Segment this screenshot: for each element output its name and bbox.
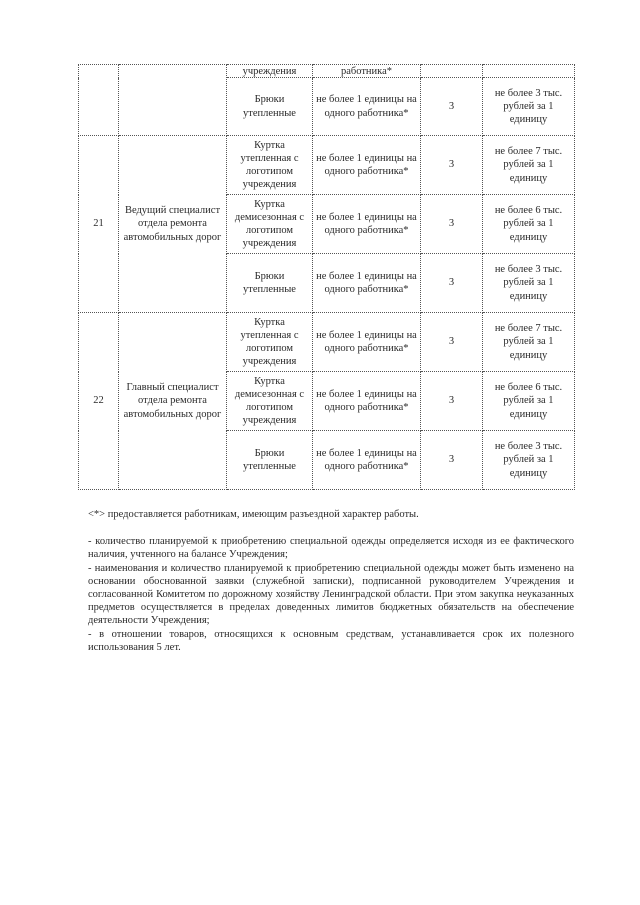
item-quantity-cell: не более 1 единицы на одного работника* [313,136,421,195]
wear-period-cell: 3 [421,195,483,254]
note-paragraph: - количество планируемой к приобретению специальной одежды определяется исходя из ее фактического наличия, учтенного на балансе Учреждения; [88,536,574,561]
price-cell: не более 6 тыс. рублей за 1 единицу [483,195,575,254]
item-name-cell: Брюки утепленные [227,254,313,313]
row-number-cell: 22 [79,313,119,490]
item-quantity-cell: не более 1 единицы на одного работника* [313,195,421,254]
notes-section [88,508,574,654]
wear-period-cell: 3 [421,254,483,313]
wear-period-cell: 3 [421,136,483,195]
item-name-cell: Брюки утепленные [227,431,313,490]
position-cell [119,65,227,136]
row-number-cell: 21 [79,136,119,313]
footnote: <*> предоставляется работникам, имеющим разъездной характер работы. [88,509,419,520]
price-cell: не более 3 тыс. рублей за 1 единицу [483,78,575,136]
price-cell: не более 6 тыс. рублей за 1 единицу [483,372,575,431]
price-cell: не более 3 тыс. рублей за 1 единицу [483,254,575,313]
price-cell [483,65,575,78]
item-name-cell: Куртка демисезонная с логотипом учреждения [227,372,313,431]
table-row [79,65,575,78]
item-name-cell: учреждения [227,65,313,78]
item-quantity-cell: не более 1 единицы на одного работника* [313,254,421,313]
price-cell: не более 3 тыс. рублей за 1 единицу [483,431,575,490]
item-name-cell: Куртка утепленная с логотипом учреждения [227,313,313,372]
wear-period-cell: 3 [421,313,483,372]
item-name-cell: Куртка демисезонная с логотипом учреждения [227,195,313,254]
table-row [79,313,575,372]
item-quantity-cell: работника* [313,65,421,78]
item-name-cell: Куртка утепленная с логотипом учреждения [227,136,313,195]
price-cell: не более 7 тыс. рублей за 1 единицу [483,313,575,372]
item-quantity-cell: не более 1 единицы на одного работника* [313,78,421,136]
position-cell: Главный специалист отдела ремонта автомобильных дорог [119,313,227,490]
position-cell: Ведущий специалист отдела ремонта автомобильных дорог [119,136,227,313]
wear-period-cell [421,65,483,78]
wear-period-cell: 3 [421,431,483,490]
row-number-cell [79,65,119,136]
item-name-cell: Брюки утепленные [227,78,313,136]
table-row [79,136,575,195]
price-cell: не более 7 тыс. рублей за 1 единицу [483,136,575,195]
item-quantity-cell: не более 1 единицы на одного работника* [313,313,421,372]
wear-period-cell: 3 [421,78,483,136]
note-paragraph: - наименования и количество планируемой к приобретению специальной одежды может быть изменено на основании обоснованной заявки (служебной записки), подписанной руководителем Учреждения и согласованной Комитетом по дорожному хозяйству Ленинградской области. При этом закупка неуказанных предметов осуществляется в пределах доведенных лимитов бюджетных обязательств на обеспечение деятельности Учреждения; [88,562,574,627]
item-quantity-cell: не более 1 единицы на одного работника* [313,431,421,490]
special-clothing-table [78,64,575,490]
note-paragraph: - в отношении товаров, относящихся к основным средствам, устанавливается срок их полезного использования 5 лет. [88,628,574,653]
wear-period-cell: 3 [421,372,483,431]
item-quantity-cell: не более 1 единицы на одного работника* [313,372,421,431]
